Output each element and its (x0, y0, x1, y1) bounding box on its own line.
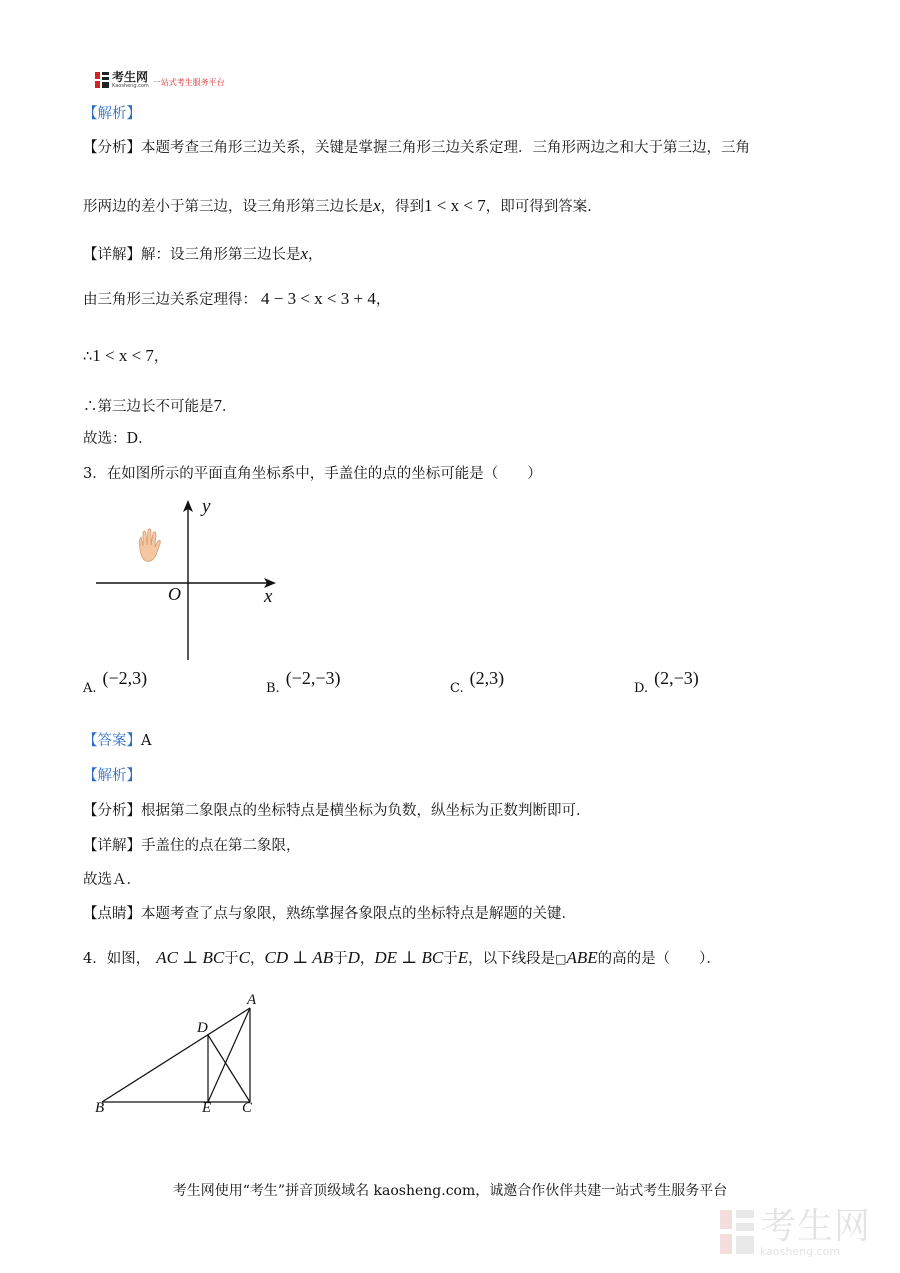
point-b-label: B (95, 1100, 105, 1116)
q3-dianjing-tag: 【点睛】 (83, 906, 141, 922)
q2-guxuan: 故选：D． (83, 431, 153, 447)
option-label: D. (634, 681, 649, 696)
watermark (720, 1208, 871, 1258)
q2-fenxi-text-1: 本题考查三角形三边关系，关键是掌握三角形三边关系定理．三角形两边之和大于第三边，三角 (141, 140, 750, 156)
q3-xiangjie-tag: 【详解】 (83, 838, 141, 854)
q4-triangle-name: ABE (566, 948, 598, 967)
q3-coordinate-figure (90, 495, 280, 665)
y-axis-label: y (202, 496, 211, 517)
q2-fenxi-line-1 (83, 138, 750, 158)
q4-text: ，以下线段是 (468, 951, 556, 967)
q4-condition-3: DE ⊥ BC (374, 948, 444, 967)
option-label: B. (266, 681, 280, 696)
q2-jiexi-tag: 【解析】 (83, 106, 141, 122)
q3-fenxi-tag: 【分析】 (83, 803, 141, 819)
q4-condition-1: AC ⊥ BC (156, 948, 225, 967)
q4-text: 的高的是（ ）． (597, 951, 721, 967)
triangle-symbol: □ (555, 952, 567, 966)
q3-dianjing-line (83, 904, 576, 924)
option-value: (−2,3) (102, 668, 148, 688)
q3-xiangjie-text: 手盖住的点在第二象限， (141, 838, 301, 854)
q3-xiangjie-line (83, 836, 301, 856)
q4-text: ， (359, 951, 375, 967)
q3-guxuan: 故选Ａ． (83, 872, 141, 888)
logo-name: 考生网 (112, 70, 149, 84)
logo-url: Kaosheng.com (112, 83, 149, 89)
q4-num: 4．如图， (83, 951, 151, 967)
q2-step-2 (83, 346, 168, 367)
option-label: A. (83, 681, 97, 696)
point-c-label: C (242, 1100, 253, 1116)
option-value: (2,−3) (654, 668, 699, 688)
q3-option-c[interactable] (450, 668, 505, 697)
q2-step-3-num: 7 (213, 396, 222, 415)
q4-text: ， (250, 951, 265, 967)
q4-text: 于 (224, 951, 239, 967)
q2-xiangjie-tag: 【详解】 (83, 247, 141, 263)
q2-fenxi-tag: 【分析】 (83, 140, 141, 156)
q2-xiangjie-line (83, 244, 323, 265)
q2-fenxi-line-2 (83, 196, 602, 217)
q3-dianjing-text: 本题考查了点与象限，熟练掌握各象限点的坐标特点是解题的关键． (141, 906, 576, 922)
q4-point: C (238, 948, 251, 967)
q2-step-2-math: 1 < x < 7 (92, 346, 154, 365)
q2-step-1 (83, 289, 390, 310)
q4-point: E (457, 948, 469, 967)
option-value: (2,3) (469, 668, 505, 688)
q2-step-3-text: 第三边长不可能是 (97, 399, 214, 415)
q2-fenxi-var: x (373, 196, 381, 215)
logo-slogan: 一站式考生服务平台 (152, 77, 225, 87)
q2-xiangjie-text: 解：设三角形第三边长是 (141, 247, 301, 263)
q2-fenxi-ineq: 1 < x < 7 (424, 196, 486, 215)
q3-option-d[interactable] (634, 668, 699, 697)
q4-condition-2: CD ⊥ AB (264, 948, 334, 967)
therefore-symbol: ∴ (83, 399, 98, 415)
footer-text: 考生网使用“考生”拼音顶级域名 kaosheng.com，诚邀合作伙伴共建一站式考生服务平台 (172, 1183, 728, 1199)
q3-answer: A (141, 733, 152, 749)
point-e-label: E (202, 1100, 212, 1116)
q2-fenxi-text-2b: ，得到 (380, 199, 425, 215)
q3-answer-line (83, 731, 151, 751)
q2-xiangjie-comma: ， (308, 247, 323, 263)
q3-fenxi-line (83, 801, 591, 821)
q4-text: 于 (443, 951, 458, 967)
q2-step-1-math: 4 − 3 < x < 3 + 4 (261, 289, 376, 308)
watermark-name: 考生网 (760, 1206, 872, 1247)
origin-label: O (168, 584, 181, 604)
q2-step-1-text: 由三角形三边关系定理得： (83, 292, 257, 308)
therefore-symbol: ∴ (83, 349, 93, 365)
q2-xiangjie-var: x (300, 244, 309, 263)
watermark-url: kaosheng.com (760, 1245, 841, 1258)
q4-triangle-figure (90, 990, 270, 1120)
q3-stem: 3．在如图所示的平面直角坐标系中，手盖住的点的坐标可能是（ ） (83, 466, 542, 482)
q3-option-a[interactable] (83, 668, 148, 697)
hand-icon (139, 529, 160, 562)
point-d-label: D (197, 1020, 208, 1036)
q3-jiexi-tag: 【解析】 (83, 768, 141, 784)
q2-step-1-comma: ， (375, 292, 391, 308)
option-value: (−2,−3) (285, 668, 341, 688)
q2-fenxi-text-2c: ，即可得到答案． (485, 199, 602, 215)
watermark-logo-icon (720, 1210, 754, 1258)
q3-fenxi-text: 根据第二象限点的坐标特点是横坐标为负数，纵坐标为正数判断即可． (141, 803, 591, 819)
q3-option-b[interactable] (266, 668, 341, 697)
q2-step-3-end: ． (222, 399, 237, 415)
header-logo (95, 71, 225, 89)
logo-icon (95, 72, 109, 88)
q2-fenxi-text-2a: 形两边的差小于第三边，设三角形第三边长是 (83, 199, 373, 215)
q4-stem (83, 948, 721, 969)
point-a-label: A (247, 992, 257, 1008)
q2-step-3 (83, 396, 237, 417)
q4-text: 于 (333, 951, 348, 967)
q4-point: D (347, 948, 360, 967)
option-label: C. (450, 681, 464, 696)
q2-step-2-comma: ， (153, 349, 169, 365)
x-axis-label: x (264, 586, 273, 607)
q3-answer-tag: 【答案】 (83, 733, 141, 749)
